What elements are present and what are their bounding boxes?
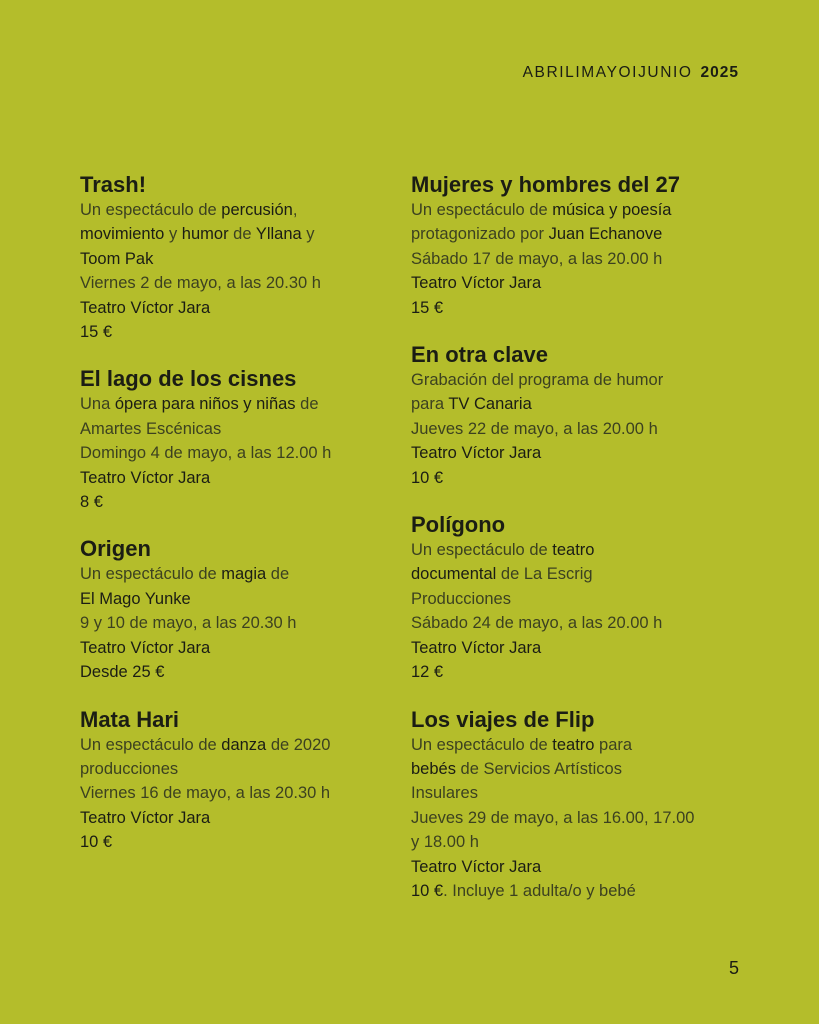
highlight-text: Yllana — [255, 225, 302, 244]
event-block — [80, 536, 400, 684]
event-venue: Teatro Víctor Jara — [411, 444, 542, 463]
description-text: de — [266, 565, 290, 584]
description-text: protagonizado por — [411, 225, 549, 244]
price-value: 15 € — [80, 323, 113, 342]
event-price — [411, 296, 741, 320]
highlight-text: bebés — [411, 759, 456, 778]
event-description-line — [80, 198, 400, 222]
event-description-line — [411, 587, 741, 611]
event-venue: Teatro Víctor Jara — [80, 468, 211, 487]
description-text: Un espectáculo de — [80, 735, 222, 754]
event-description-line — [411, 222, 741, 246]
price-value: 10 € — [411, 881, 444, 900]
event-price — [411, 466, 741, 490]
description-text: Insulares — [411, 784, 478, 803]
event-description-line — [411, 757, 741, 781]
event-title: Trash! — [80, 172, 147, 197]
price-value: 10 € — [80, 833, 113, 852]
right-column — [411, 172, 741, 925]
event-price — [80, 660, 400, 684]
highlight-text: El Mago Yunke — [80, 589, 191, 608]
event-description-line — [80, 733, 400, 757]
event-price — [80, 490, 400, 514]
event-date: Sábado 17 de mayo, a las 20.00 h — [411, 249, 663, 268]
event-date: 9 y 10 de mayo, a las 20.30 h — [80, 614, 297, 633]
event-price — [80, 830, 400, 854]
event-description-line — [80, 562, 400, 586]
highlight-text: danza — [221, 735, 267, 754]
event-price — [411, 660, 741, 684]
event-date: Viernes 2 de mayo, a las 20.30 h — [80, 274, 321, 293]
highlight-text: música y poesía — [552, 201, 672, 219]
event-block — [411, 707, 741, 904]
event-price — [411, 879, 741, 903]
highlight-text: humor — [181, 225, 229, 244]
description-text: de — [295, 395, 319, 414]
price-value: Desde 25 € — [80, 663, 165, 682]
description-text: Un espectáculo de — [80, 201, 222, 219]
highlight-text: TV Canaria — [448, 395, 532, 414]
event-description-line — [80, 392, 400, 416]
event-description-line — [411, 198, 741, 222]
price-note: . Incluye 1 adulta/o y bebé — [443, 881, 636, 900]
event-venue: Teatro Víctor Jara — [411, 857, 542, 876]
left-column — [80, 172, 400, 877]
event-block — [80, 707, 400, 855]
header-year: 2025 — [700, 64, 739, 81]
description-text: , — [292, 201, 298, 219]
price-value: 15 € — [411, 298, 444, 317]
event-date: Viernes 16 de mayo, a las 20.30 h — [80, 784, 331, 803]
description-text: de — [228, 225, 256, 244]
event-title: Polígono — [411, 512, 506, 538]
highlight-text: teatro — [552, 541, 595, 560]
price-value: 12 € — [411, 663, 444, 682]
event-title: En otra clave — [411, 342, 548, 368]
event-title: Los viajes de Flip — [411, 706, 595, 732]
description-text: producciones — [80, 759, 179, 778]
event-description-line — [80, 587, 400, 611]
event-venue: Teatro Víctor Jara — [411, 274, 542, 293]
description-text: Un espectáculo de — [411, 541, 553, 560]
page-number: 5 — [728, 958, 739, 978]
event-description-line — [411, 562, 741, 586]
event-description-line — [411, 368, 741, 392]
event-description-line — [411, 781, 741, 805]
event-description-line — [80, 757, 400, 781]
description-text: de Servicios Artísticos — [455, 759, 622, 778]
highlight-text: magia — [221, 565, 267, 584]
description-text: Amartes Escénicas — [80, 419, 222, 438]
event-block — [80, 172, 400, 344]
event-description-line — [80, 247, 400, 271]
event-date: Jueves 22 de mayo, a las 20.00 h — [411, 419, 658, 438]
description-text: y — [164, 225, 182, 244]
highlight-text: documental — [411, 565, 497, 584]
event-date: Sábado 24 de mayo, a las 20.00 h — [411, 614, 663, 633]
event-description-line — [80, 417, 400, 441]
event-venue: Teatro Víctor Jara — [80, 808, 211, 827]
event-title: Mujeres y hombres del 27 — [411, 172, 680, 197]
event-description-line — [411, 392, 741, 416]
event-block — [411, 342, 741, 490]
description-text: de La Escrig — [496, 565, 593, 584]
description-text: Un espectáculo de — [411, 735, 553, 754]
description-text: Una — [80, 395, 115, 414]
event-date: Domingo 4 de mayo, a las 12.00 h — [80, 444, 332, 463]
event-block — [80, 366, 400, 514]
event-date: Jueves 29 de mayo, a las 16.00, 17.00 — [411, 808, 695, 827]
highlight-text: Toom Pak — [80, 249, 154, 268]
event-title: El lago de los cisnes — [80, 366, 297, 392]
header-months: ABRILIMAYOIJUNIO — [522, 64, 693, 81]
event-block — [411, 512, 741, 684]
description-text: y — [301, 225, 315, 244]
description-text: Un espectáculo de — [411, 201, 553, 219]
event-description-line — [80, 222, 400, 246]
description-text: Un espectáculo de — [80, 565, 222, 584]
description-text: para — [411, 395, 449, 414]
page-header — [523, 63, 739, 83]
event-price — [80, 320, 400, 344]
event-description-line — [411, 538, 741, 562]
event-date: y 18.00 h — [411, 833, 479, 852]
highlight-text: movimiento — [80, 225, 165, 244]
price-value: 10 € — [411, 468, 444, 487]
description-text: Grabación del programa de humor — [411, 371, 664, 390]
description-text: de 2020 — [266, 735, 331, 754]
event-venue: Teatro Víctor Jara — [80, 638, 211, 657]
event-title: Mata Hari — [80, 706, 180, 732]
highlight-text: Juan Echanove — [548, 225, 663, 244]
price-value: 8 € — [80, 493, 103, 512]
event-block — [411, 172, 741, 320]
highlight-text: ópera para niños y niñas — [114, 395, 296, 414]
description-text: para — [594, 735, 633, 754]
event-description-line — [411, 733, 741, 757]
description-text: Producciones — [411, 589, 511, 608]
event-venue: Teatro Víctor Jara — [80, 298, 211, 317]
highlight-text: teatro — [552, 735, 595, 754]
event-title: Origen — [80, 536, 151, 562]
event-venue: Teatro Víctor Jara — [411, 638, 542, 657]
highlight-text: percusión — [221, 201, 293, 219]
